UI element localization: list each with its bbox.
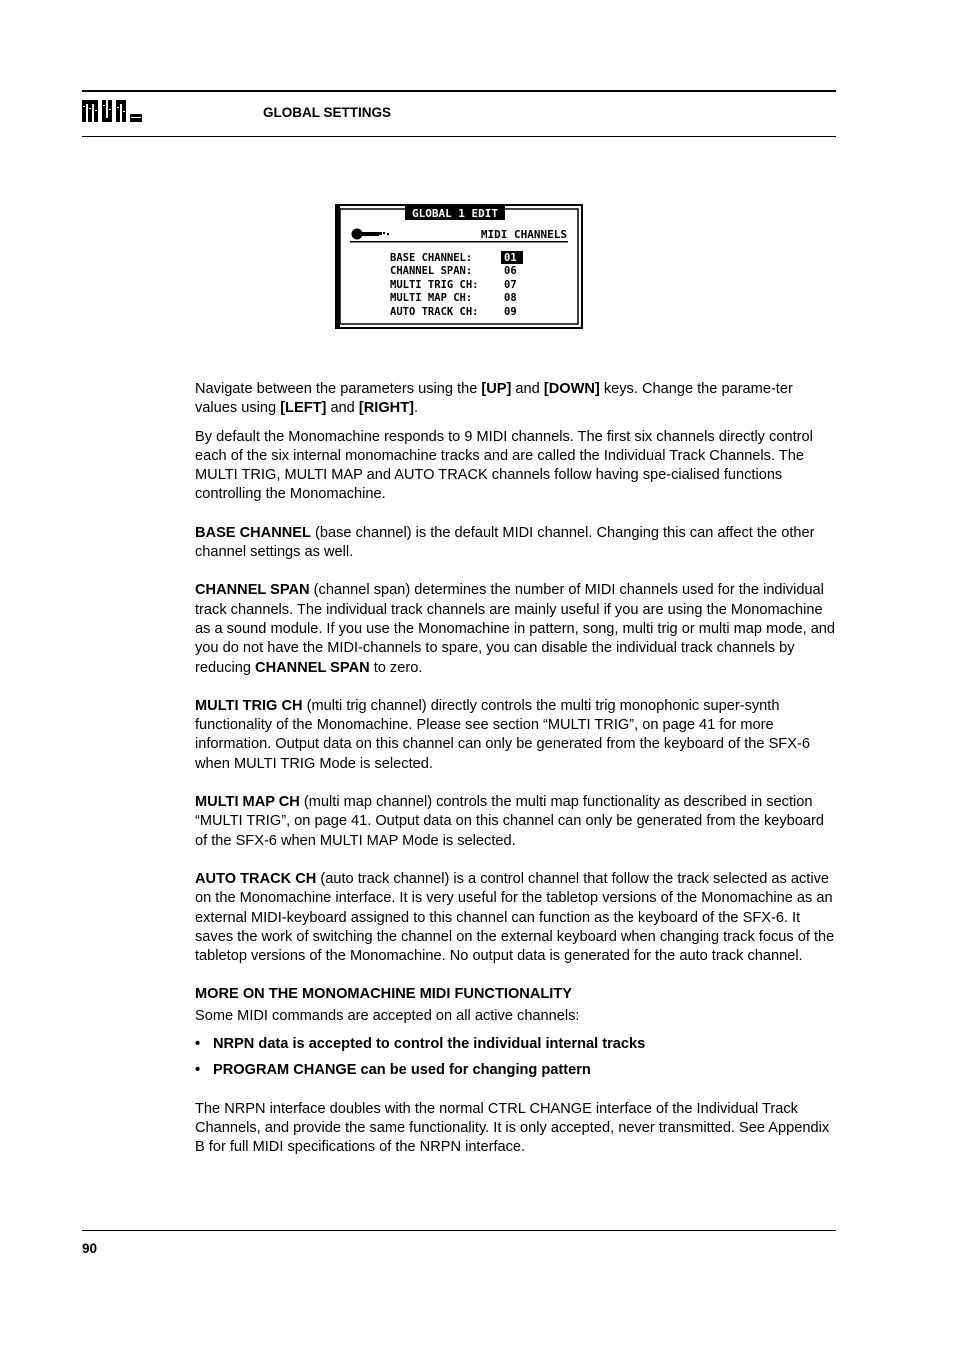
row-label-multi-trig: MULTI TRIG CH: xyxy=(390,279,479,291)
elektron-logo xyxy=(82,96,142,128)
body-text xyxy=(195,380,837,1167)
base-channel-paragraph: BASE CHANNEL (base channel) is the default MIDI channel. Changing this can affect the other channel settings as well. xyxy=(195,524,815,561)
more-intro: Some MIDI commands are accepted on all active channels: xyxy=(195,1007,580,1024)
screen-subtitle: MIDI CHANNELS xyxy=(480,228,567,241)
intro-paragraph: By default the Monomachine responds to 9 MIDI channels. The first six channels directly control each of the six internal monomachine tracks and are called the Individual Track Channels. The MULTI TRIG, MULTI MAP and AUTO TRACK channels follow having spe-cialised functions controlling the Monomachine. xyxy=(195,428,813,503)
multi-map-paragraph: MULTI MAP CH (multi map channel) controls the multi map functionality as described in section “MULTI TRIG”, on page 41. Output data on this channel can only be generated from the keyboard of the SFX-6 when MULTI MAP Mode is selected. xyxy=(195,794,824,849)
row-value-base-channel: 01 xyxy=(504,252,517,264)
row-label-auto-track: AUTO TRACK CH: xyxy=(390,306,479,318)
bullet-dot-icon: • xyxy=(195,1036,201,1053)
row-label-base-channel: BASE CHANNEL: xyxy=(390,252,473,264)
row-value-auto-track: 09 xyxy=(504,306,517,318)
navigation-paragraph: Navigate between the parameters using the [UP] and [DOWN] keys. Change the parame-ter values using [LEFT] and [RIGHT]. xyxy=(195,381,793,417)
bullet-item: • NRPN data is accepted to control the individual internal tracks xyxy=(195,1035,837,1054)
row-label-channel-span: CHANNEL SPAN: xyxy=(390,265,473,277)
header-top-rule xyxy=(82,90,836,92)
multi-trig-paragraph: MULTI TRIG CH (multi trig channel) directly controls the multi trig monophonic super-synth functionality of the Monomachine. Please see section “MULTI TRIG”, on page 41 for more information. Output data on this channel can only be generated from the keyboard of the SFX-6 when MULTI TRIG Mode is selected. xyxy=(195,697,810,772)
bullet-item: • PROGRAM CHANGE can be used for changing pattern xyxy=(195,1061,837,1080)
row-value-multi-map: 08 xyxy=(504,292,517,304)
channel-span-paragraph: CHANNEL SPAN (channel span) determines the number of MIDI channels used for the individual track channels. The individual track channels are mainly useful if you are using the Monomachine as a sound module. If you use the Monomachine in pattern, song, multi trig or multi map mode, and you do not have the MIDI-channels to spare, you can disable the individual track channels by reducing CHANNEL SPAN to zero. xyxy=(195,582,836,676)
header-bottom-rule xyxy=(82,136,836,137)
nrpn-paragraph: The NRPN interface doubles with the normal CTRL CHANGE interface of the Individual Track Channels, and provide the same functionality. It is only accepted, never transmitted. See Appendix B for full MIDI specifications of the NRPN interface. xyxy=(195,1100,830,1156)
more-heading: MORE ON THE MONOMACHINE MIDI FUNCTIONALITY xyxy=(195,986,572,1003)
footer-rule xyxy=(82,1230,836,1231)
auto-track-paragraph: AUTO TRACK CH (auto track channel) is a control channel that follow the track selected as active on the Monomachine interface. It is very useful for the tabletop versions of the Monomachine as an external MIDI-keyboard assigned to this channel can function as the keyboard of the SFX-6. It saves the work of switching the channel on the external keyboard when changing track focus of the tabletop versions of the Monomachine. No output data is generated for the auto track channel. xyxy=(195,870,835,965)
screen-title: GLOBAL 1 EDIT xyxy=(411,207,499,220)
section-title: GLOBAL SETTINGS xyxy=(263,105,392,120)
page-number: 90 xyxy=(82,1241,98,1256)
row-label-multi-map: MULTI MAP CH: xyxy=(390,292,473,304)
bullet-dot-icon: • xyxy=(195,1062,201,1079)
row-value-channel-span: 06 xyxy=(504,265,517,277)
lcd-screen xyxy=(335,204,583,329)
row-value-multi-trig: 07 xyxy=(504,279,517,291)
